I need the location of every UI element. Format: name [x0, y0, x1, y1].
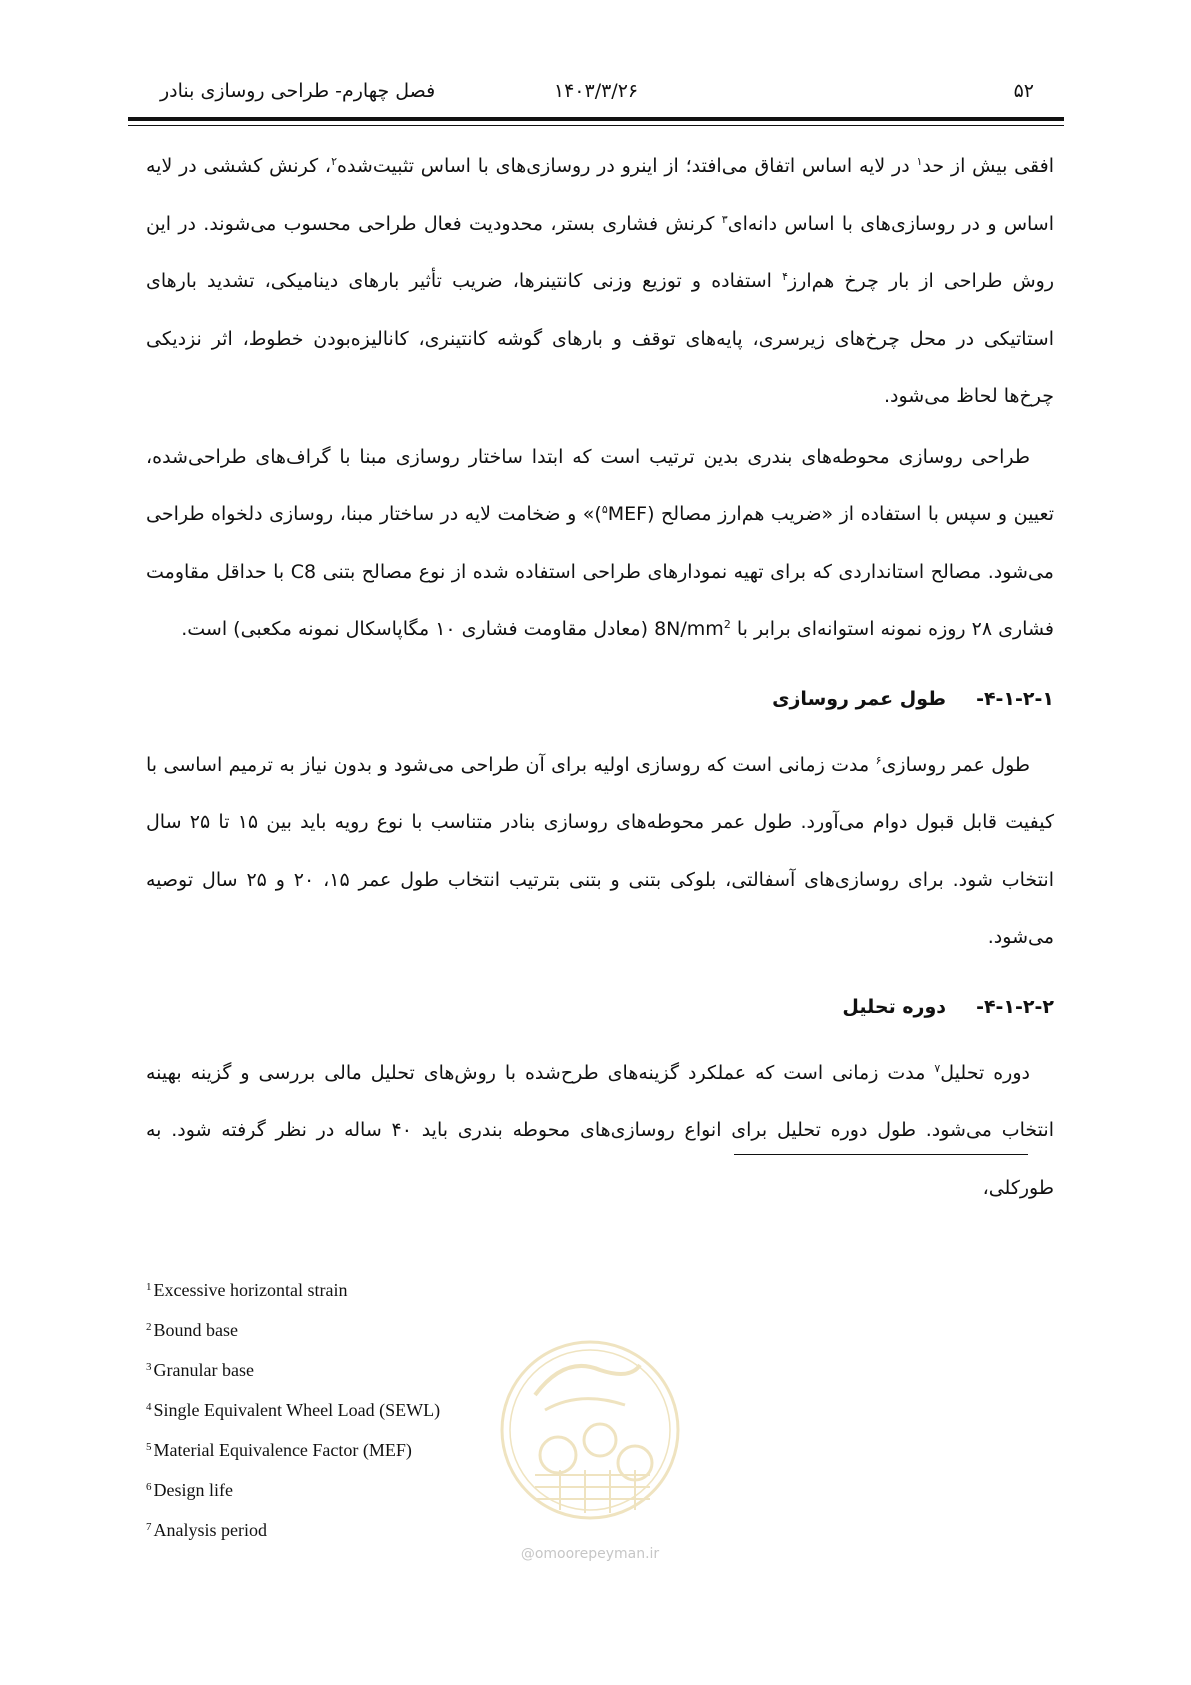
- footnote-ref: ۷: [934, 1061, 941, 1075]
- chapter-title: فصل چهارم- طراحی روسازی بنادر: [160, 80, 436, 102]
- footnote-item: [146, 1310, 666, 1350]
- text: طراحی روسازی محوطه‌های بندری بدین ترتیب است که ابتدا ساختار روسازی مبنا با گراف‌های طراحی‌شده، تعیین و سپس با استفاده از «ضریب هم‌ارز مصالح (: [146, 445, 1054, 525]
- footnote-number: 4: [146, 1401, 152, 1413]
- text: در لایه اساس اتفاق می‌افتد؛ از اینرو در روسازی‌های با اساس تثبیت‌شده: [336, 155, 917, 177]
- paragraph-4: [146, 1045, 1054, 1218]
- paragraph-1: [146, 138, 1054, 426]
- text-latin: C8: [290, 560, 317, 583]
- footnote-item: [146, 1430, 666, 1470]
- section-number: ۴-۱-۲-۱-: [976, 687, 1054, 710]
- text: افقی بیش از حد: [922, 155, 1054, 177]
- text: دوره تحلیل: [940, 1061, 1030, 1084]
- footnote-number: 1: [146, 1281, 152, 1293]
- footnote-text: Excessive horizontal strain: [153, 1280, 348, 1300]
- footnote-separator: [734, 1154, 1028, 1155]
- section-heading-1: [146, 679, 1054, 719]
- text: استفاده و توزیع وزنی کانتینرها، ضریب تأثیر بارهای دینامیکی، تشدید بارهای استاتیکی در محل چرخ‌های زیرسری، پایه‌های توقف و بارهای گوشه کانتینری، کانالیزه‌بودن خطوط، اثر نزدیکی چرخ‌ها لحاظ می‌شود.: [146, 270, 1054, 407]
- text: (معادل مقاومت فشاری ۱۰ مگاپاسکال نمونه مکعبی) است.: [181, 618, 655, 640]
- footnote-ref: ۲: [331, 155, 337, 168]
- body-text: [146, 138, 1054, 1217]
- footnote-text: Analysis period: [153, 1520, 267, 1540]
- header-rule-thick: [128, 117, 1064, 121]
- page-number: ۵۲: [1013, 80, 1034, 102]
- footnote-text: Material Equivalence Factor (MEF): [153, 1440, 412, 1460]
- paragraph-2: [146, 429, 1054, 659]
- footnote-ref: ۴: [782, 270, 788, 283]
- text: )» و ضخامت لایه در ساختار مبنا، روسازی دلخواه طراحی می‌شود. مصالح استانداردی که برای تهیه نمودارهای طراحی استفاده شده از نوع مصالح بتنی: [146, 503, 1054, 583]
- header-date: ۱۴۰۳/۳/۲۶: [553, 80, 639, 102]
- footnote-text: Design life: [153, 1480, 233, 1500]
- footnote-ref: ۳: [721, 212, 728, 226]
- text-latin: MEF: [607, 503, 648, 525]
- section-number: ۴-۱-۲-۲-: [976, 995, 1054, 1018]
- unit-value: [654, 618, 731, 640]
- text-latin: 8N/mm: [654, 618, 724, 640]
- footnote-number: 3: [146, 1361, 152, 1373]
- section-title: دوره تحلیل: [842, 995, 947, 1018]
- footnote-number: 5: [146, 1441, 152, 1453]
- footnote-ref: ۱: [916, 155, 923, 168]
- footnote-item: [146, 1470, 666, 1510]
- footnote-ref: ۶: [875, 753, 882, 767]
- paragraph-3: [146, 737, 1054, 967]
- exponent: 2: [723, 618, 731, 631]
- footnotes: [146, 1270, 666, 1550]
- text: با حداقل مقاومت فشاری ۲۸ روزه نمونه استوانه‌ای برابر با: [146, 560, 1054, 640]
- footnote-item: [146, 1270, 666, 1310]
- footnote-text: Single Equivalent Wheel Load (SEWL): [153, 1400, 441, 1420]
- footnote-text: Granular base: [153, 1360, 254, 1380]
- footnote-text: Bound base: [153, 1320, 238, 1340]
- footnote-ref: ۵: [601, 503, 608, 516]
- text: مدت زمانی است که روسازی اولیه برای آن طراحی می‌شود و بدون نیاز به ترمیم اساسی با کیفیت قابل قبول دوام می‌آورد. طول عمر محوطه‌های روسازی بنادر متناسب با نوع رویه باید بین ۱۵ تا ۲۵ سال انتخاب شود. برای روسازی‌های آسفالتی، بلوکی بتنی و بتنی بترتیب انتخاب طول عمر ۱۵، ۲۰ و ۲۵ سال توصیه می‌شود.: [146, 753, 1054, 948]
- footnote-item: [146, 1510, 666, 1550]
- section-title: طول عمر روسازی: [772, 687, 947, 710]
- footnote-number: 6: [146, 1481, 152, 1493]
- section-heading-2: [146, 987, 1054, 1027]
- text: طول عمر روسازی: [881, 753, 1031, 776]
- page-header: [128, 74, 1064, 110]
- footnote-number: 2: [146, 1321, 152, 1333]
- header-rule-thin: [128, 125, 1064, 126]
- footnote-item: [146, 1390, 666, 1430]
- text: مدت زمانی است که عملکرد گزینه‌های طرح‌شده با روش‌های تحلیل مالی بررسی و گزینه بهینه انتخاب می‌شود. طول دوره تحلیل برای انواع روسازی‌های محوطه بندری باید ۴۰ ساله در نظر گرفته شود. به طورکلی،: [146, 1061, 1054, 1199]
- footnote-item: [146, 1350, 666, 1390]
- footnote-number: 7: [146, 1521, 152, 1533]
- text: کرنش فشاری بستر، محدودیت فعال طراحی محسوب می‌شوند. در این روش طراحی از بار چرخ هم‌ارز: [146, 212, 1054, 292]
- watermark: @omoorepeyman.ir: [520, 1546, 660, 1562]
- text: ، کرنش کششی در لایه اساس و در روسازی‌های با اساس دانه‌ای: [146, 155, 1055, 235]
